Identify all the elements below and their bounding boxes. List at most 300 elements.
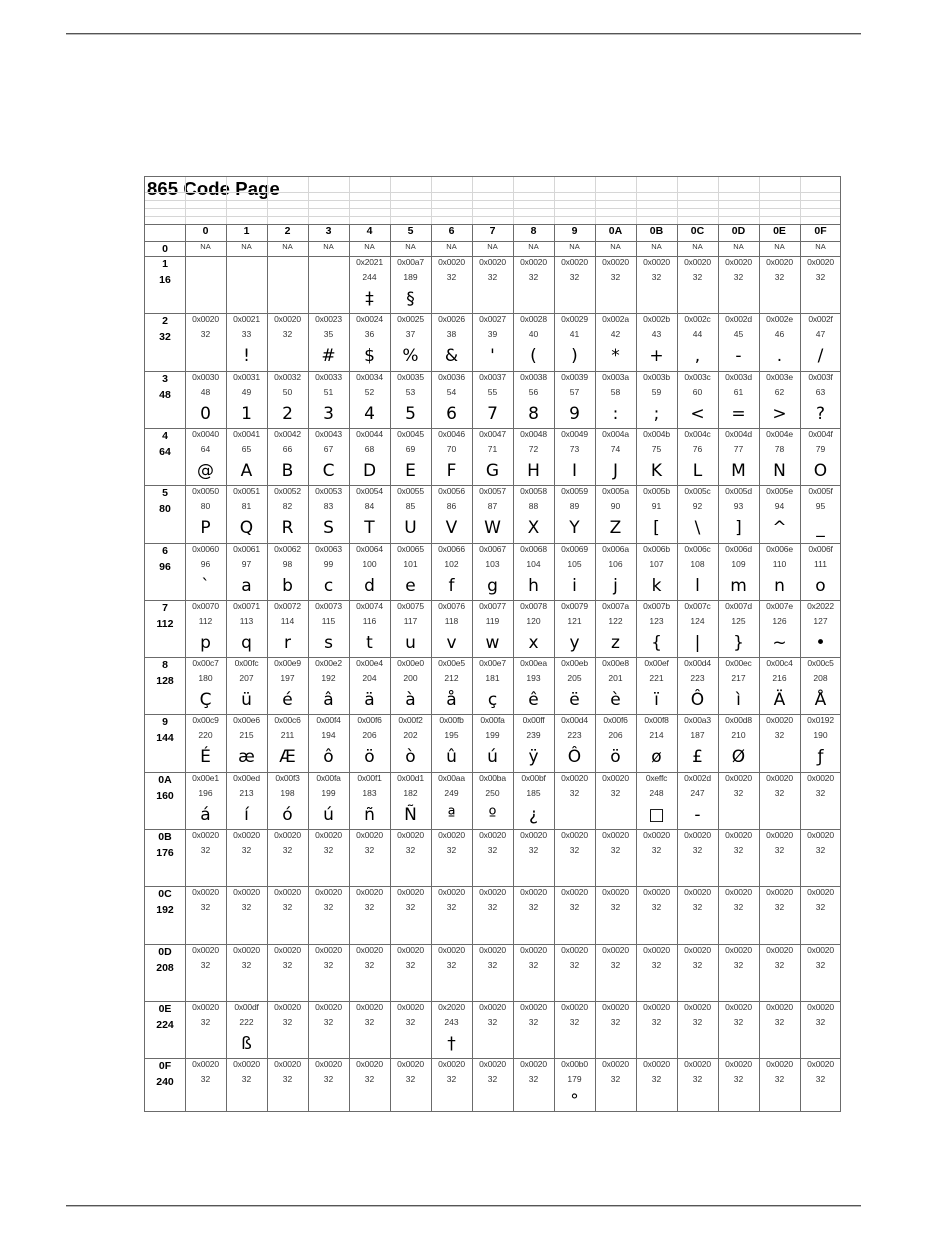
cell-hex-code: 0x0020	[438, 1059, 465, 1070]
cell-glyph: n	[774, 575, 785, 596]
footer-rule	[66, 1205, 861, 1207]
cell-decimal: 70	[446, 443, 457, 454]
cell-decimal: 98	[282, 558, 293, 569]
cell-decimal: 32	[282, 1016, 293, 1027]
cell-decimal: 198	[280, 787, 295, 798]
cell-decimal: 117	[403, 615, 418, 626]
cell-glyph: &	[444, 346, 459, 367]
cell-hex-code: 0x002f	[808, 314, 833, 325]
cell-hex-code: 0x0020	[192, 830, 219, 840]
cell-hex-code: 0x0027	[479, 314, 506, 325]
cell-hex-code: 0x0039	[561, 371, 588, 382]
cell-hex-code: 0x0020	[807, 830, 834, 840]
cell-hex-code: 0x0020	[356, 944, 383, 955]
cell-decimal: 32	[323, 845, 334, 855]
grid-line	[267, 177, 268, 224]
cell-hex-code: 0x0020	[766, 830, 793, 840]
row-header-decimal: 144	[156, 732, 174, 745]
cell-hex-code: 0x00fa	[316, 772, 341, 783]
cell-glyph: £	[692, 747, 703, 768]
cell-glyph: )	[571, 346, 578, 367]
cell-glyph: í	[244, 804, 249, 825]
cell-hex-code: 0x00b0	[561, 1059, 588, 1070]
cell-hex-code: 0x0020	[684, 944, 711, 955]
cell-hex-code: 0x0035	[397, 371, 424, 382]
column-header: 0C	[690, 225, 705, 237]
cell-decimal: 189	[403, 272, 418, 282]
cell-hex-code: 0x0020	[684, 1059, 711, 1070]
cell-glyph: 9	[569, 403, 580, 424]
cell-hex-code: 0x0020	[766, 715, 793, 726]
cell-hex-code: 0x00aa	[438, 772, 465, 783]
cell-hex-code: 0x00e6	[233, 715, 260, 726]
cell-decimal: 206	[362, 730, 377, 741]
cell-glyph: P	[200, 518, 211, 539]
cell-glyph: á	[200, 804, 211, 825]
cell-hex-code: 0x0020	[643, 944, 670, 955]
cell-glyph: j	[613, 575, 618, 596]
cell-glyph: å	[446, 690, 457, 711]
cell-decimal: 107	[649, 558, 664, 569]
cell-glyph: J	[612, 460, 618, 481]
cell-decimal: 32	[528, 1074, 539, 1085]
cell-decimal: 120	[526, 615, 541, 626]
cell-decimal: 32	[774, 959, 785, 970]
row-header-decimal: 192	[156, 904, 174, 917]
grid-line	[513, 177, 514, 224]
cell-hex-code: 0x004e	[766, 428, 793, 439]
cell-hex-code: 0x00e1	[192, 772, 219, 783]
grid-line	[308, 177, 309, 224]
cell-glyph: G	[485, 460, 500, 481]
column-header: 0	[202, 225, 209, 237]
cell-glyph: /	[817, 346, 824, 367]
cell-na: NA	[405, 242, 416, 251]
cell-decimal: 32	[774, 1074, 785, 1085]
row-header-decimal: 176	[156, 847, 174, 859]
cell-glyph: }	[733, 632, 744, 653]
cell-decimal: 32	[610, 902, 621, 913]
cell-hex-code: 0x0021	[233, 314, 260, 325]
cell-glyph: û	[446, 747, 457, 768]
cell-decimal: 32	[405, 1074, 416, 1085]
cell-decimal: 32	[282, 902, 293, 913]
cell-decimal: 112	[198, 615, 213, 626]
cell-decimal: 82	[282, 501, 293, 512]
cell-decimal: 32	[200, 959, 211, 970]
cell-decimal: 35	[323, 329, 334, 340]
cell-hex-code: 0x0020	[561, 830, 588, 840]
cell-decimal: 32	[651, 845, 662, 855]
cell-decimal: 86	[446, 501, 457, 512]
cell-decimal: 32	[446, 959, 457, 970]
cell-decimal: 239	[526, 730, 541, 741]
cell-hex-code: 0x00f6	[357, 715, 382, 726]
cell-hex-code: 0x00e4	[356, 658, 383, 669]
cell-decimal: 220	[198, 730, 213, 741]
cell-hex-code: 0x005f	[808, 486, 833, 497]
cell-glyph: k	[651, 575, 662, 596]
cell-decimal: 32	[733, 902, 744, 913]
cell-glyph: Ñ	[404, 804, 417, 825]
cell-decimal: 90	[610, 501, 621, 512]
cell-decimal: 187	[690, 730, 705, 741]
cell-hex-code: 0x0020	[356, 887, 383, 898]
grid-line	[226, 177, 227, 224]
cell-glyph: (	[530, 346, 537, 367]
cell-decimal: 182	[403, 787, 418, 798]
cell-glyph: @	[197, 460, 214, 481]
cell-hex-code: 0x0020	[725, 1001, 752, 1012]
cell-hex-code: 0x0042	[274, 428, 301, 439]
cell-glyph: â	[323, 690, 334, 711]
cell-hex-code: 0x0055	[397, 486, 424, 497]
cell-hex-code: 0x0048	[520, 428, 547, 439]
cell-glyph: ö	[610, 747, 621, 768]
cell-decimal: 39	[487, 329, 498, 340]
cell-decimal: 32	[774, 787, 785, 798]
cell-hex-code: 0x0041	[233, 428, 260, 439]
cell-hex-code: 0x004a	[602, 428, 629, 439]
cell-glyph: q	[241, 632, 252, 653]
cell-decimal: 32	[569, 902, 580, 913]
cell-hex-code: 0x0020	[643, 887, 670, 898]
cell-decimal: 32	[364, 959, 375, 970]
cell-hex-code: 0x0046	[438, 428, 465, 439]
cell-na: NA	[569, 242, 580, 251]
cell-hex-code: 0x00e5	[438, 658, 465, 669]
grid-line	[472, 177, 473, 224]
cell-glyph: •	[815, 632, 826, 653]
cell-na: NA	[733, 242, 744, 251]
cell-glyph: Ä	[773, 690, 786, 711]
cell-glyph: <	[690, 403, 705, 424]
cell-glyph: ü	[241, 690, 252, 711]
row-header: 0	[162, 243, 168, 255]
cell-glyph: #	[321, 346, 336, 367]
cell-decimal: 36	[364, 329, 375, 340]
cell-hex-code: 0x0069	[561, 543, 588, 554]
cell-glyph: \	[694, 518, 701, 539]
cell-decimal: 48	[200, 386, 211, 397]
cell-glyph: Z	[609, 518, 622, 539]
cell-glyph: H	[527, 460, 540, 481]
cell-glyph: ‡	[365, 289, 374, 309]
cell-decimal: 183	[362, 787, 377, 798]
grid-line	[677, 177, 678, 224]
cell-decimal: 32	[323, 1016, 334, 1027]
cell-na: NA	[446, 242, 457, 251]
cell-hex-code: 0x00a3	[684, 715, 711, 726]
cell-hex-code: 0x0044	[356, 428, 383, 439]
cell-decimal: 32	[610, 1016, 621, 1027]
cell-hex-code: 0x0045	[397, 428, 424, 439]
cell-decimal: 32	[692, 1074, 703, 1085]
cell-decimal: 88	[528, 501, 539, 512]
cell-hex-code: 0x005b	[643, 486, 670, 497]
cell-glyph: ö	[364, 747, 375, 768]
cell-glyph: ò	[405, 747, 416, 768]
cell-glyph: K	[650, 460, 663, 481]
cell-hex-code: 0x0024	[356, 314, 383, 325]
cell-decimal: 244	[362, 272, 377, 282]
cell-hex-code: 0x0020	[397, 944, 424, 955]
cell-hex-code: 0x00ba	[479, 772, 506, 783]
cell-glyph: {	[651, 632, 662, 653]
cell-hex-code: 0x00f1	[357, 772, 382, 783]
grid-line	[636, 177, 637, 224]
cell-hex-code: 0x0036	[438, 371, 465, 382]
cell-decimal: 62	[774, 386, 785, 397]
cell-hex-code: 0x0020	[192, 887, 219, 898]
cell-decimal: 32	[487, 1074, 498, 1085]
cell-glyph: Q	[239, 518, 254, 539]
cell-decimal: 89	[569, 501, 580, 512]
column-header: 5	[407, 225, 414, 237]
cell-decimal: 32	[323, 1074, 334, 1085]
cell-hex-code: 0x0020	[602, 830, 629, 840]
cell-decimal: 96	[200, 558, 211, 569]
cell-decimal: 221	[649, 673, 664, 684]
cell-glyph: N	[773, 460, 786, 481]
cell-decimal: 192	[321, 673, 336, 684]
cell-hex-code: 0x0020	[807, 1001, 834, 1012]
cell-decimal: 32	[241, 1074, 252, 1085]
cell-hex-code: 0x0020	[684, 830, 711, 840]
cell-hex-code: 0x0020	[561, 887, 588, 898]
cell-hex-code: 0x0050	[192, 486, 219, 497]
cell-glyph: ß	[241, 1033, 252, 1054]
cell-decimal: 80	[200, 501, 211, 512]
cell-decimal: 190	[813, 730, 828, 741]
cell-decimal: 67	[323, 443, 334, 454]
cell-decimal: 32	[774, 902, 785, 913]
cell-hex-code: 0x0051	[233, 486, 260, 497]
cell-glyph: |	[694, 632, 701, 653]
cell-hex-code: 0x002e	[766, 314, 793, 325]
cell-hex-code: 0x0025	[397, 314, 424, 325]
cell-hex-code: 0x0049	[561, 428, 588, 439]
cell-glyph: °	[570, 1091, 579, 1112]
cell-hex-code: 0x0020	[479, 887, 506, 898]
cell-hex-code: 0x0020	[520, 830, 547, 840]
cell-glyph: Ô	[567, 747, 582, 768]
cell-decimal: 32	[282, 959, 293, 970]
cell-hex-code: 0x006f	[808, 543, 833, 554]
cell-decimal: 122	[608, 615, 623, 626]
cell-hex-code: 0x00ed	[233, 772, 260, 783]
cell-decimal: 32	[364, 1074, 375, 1085]
cell-decimal: 32	[569, 845, 580, 855]
cell-decimal: 32	[733, 845, 744, 855]
cell-decimal: 32	[446, 1074, 457, 1085]
cell-hex-code: 0x00f2	[398, 715, 423, 726]
cell-decimal: 217	[731, 673, 746, 684]
cell-decimal: 216	[772, 673, 787, 684]
cell-hex-code: 0x00fa	[480, 715, 505, 726]
cell-hex-code: 0x0020	[807, 944, 834, 955]
cell-decimal: 32	[815, 902, 826, 913]
cell-hex-code: 0x2022	[807, 600, 834, 611]
cell-hex-code: 0x0076	[438, 600, 465, 611]
cell-glyph: ƒ	[817, 747, 824, 768]
cell-glyph: ê	[528, 690, 539, 711]
cell-hex-code: 0x0020	[561, 772, 588, 783]
cell-hex-code: 0x002c	[684, 314, 711, 325]
cell-decimal: 64	[200, 443, 211, 454]
cell-hex-code: 0x0077	[479, 600, 506, 611]
cell-decimal: 32	[528, 845, 539, 855]
cell-glyph: w	[485, 632, 500, 653]
cell-hex-code: 0x00ec	[725, 658, 752, 669]
cell-decimal: 91	[651, 501, 662, 512]
cell-hex-code: 0x0020	[356, 830, 383, 840]
cell-hex-code: 0x0020	[233, 1059, 260, 1070]
cell-hex-code: 0x0020	[520, 887, 547, 898]
row-header: 1	[162, 258, 168, 270]
cell-hex-code: 0x0020	[684, 1001, 711, 1012]
cell-hex-code: 0x0020	[725, 257, 752, 267]
cell-hex-code: 0x0020	[602, 887, 629, 898]
cell-na: NA	[774, 242, 785, 251]
cell-hex-code: 0x007e	[766, 600, 793, 611]
cell-hex-code: 0x0020	[561, 944, 588, 955]
cell-decimal: 32	[405, 1016, 416, 1027]
cell-decimal: 33	[241, 329, 252, 340]
cell-hex-code: 0x0020	[356, 1059, 383, 1070]
cell-glyph: b	[282, 575, 293, 596]
cell-hex-code: 0x0073	[315, 600, 342, 611]
cell-glyph: 3	[323, 403, 334, 424]
cell-decimal: 102	[444, 558, 459, 569]
cell-glyph: 7	[487, 403, 498, 424]
cell-hex-code: 0x0020	[520, 1001, 547, 1012]
cell-hex-code: 0x0026	[438, 314, 465, 325]
column-header: 6	[448, 225, 455, 237]
grid-line	[800, 177, 801, 224]
cell-hex-code: 0x005a	[602, 486, 629, 497]
cell-hex-code: 0x004c	[684, 428, 711, 439]
cell-glyph: ì	[736, 690, 741, 711]
cell-decimal: 181	[485, 673, 500, 684]
cell-hex-code: 0x0058	[520, 486, 547, 497]
cell-decimal: 32	[733, 787, 744, 798]
cell-decimal: 115	[321, 615, 336, 626]
cell-decimal: 32	[774, 730, 785, 741]
code-page-table	[144, 176, 841, 1112]
cell-hex-code: 0x007b	[643, 600, 670, 611]
cell-decimal: 68	[364, 443, 375, 454]
cell-hex-code: 0x0020	[397, 887, 424, 898]
cell-hex-code: 0x0020	[561, 257, 588, 267]
cell-hex-code: 0x0020	[766, 772, 793, 783]
cell-decimal: 250	[485, 787, 500, 798]
cell-hex-code: 0x00c4	[766, 658, 793, 669]
cell-hex-code: 0x00c7	[192, 658, 219, 669]
cell-glyph: 1	[241, 403, 252, 424]
cell-decimal: 85	[405, 501, 416, 512]
cell-decimal: 57	[569, 386, 580, 397]
cell-decimal: 79	[815, 443, 826, 454]
cell-decimal: 71	[487, 443, 498, 454]
cell-decimal: 65	[241, 443, 252, 454]
cell-hex-code: 0x0020	[725, 772, 752, 783]
column-header: 8	[530, 225, 537, 237]
cell-glyph: ú	[487, 747, 498, 768]
cell-hex-code: 0x00d4	[684, 658, 711, 669]
cell-glyph: ?	[815, 403, 826, 424]
row-header: 0D	[158, 945, 172, 958]
cell-hex-code: 0x0023	[315, 314, 342, 325]
cell-hex-code: 0x0020	[192, 1001, 219, 1012]
cell-decimal: 32	[487, 959, 498, 970]
row-header-decimal: 32	[159, 331, 171, 344]
cell-decimal: 76	[692, 443, 703, 454]
cell-decimal: 32	[446, 845, 457, 855]
cell-hex-code: 0x005c	[684, 486, 711, 497]
cell-glyph: ó	[282, 804, 293, 825]
cell-hex-code: 0x0020	[602, 1001, 629, 1012]
cell-hex-code: 0x0020	[684, 887, 711, 898]
cell-decimal: 37	[405, 329, 416, 340]
cell-decimal: 208	[813, 673, 828, 684]
cell-decimal: 32	[200, 902, 211, 913]
cell-decimal: 32	[446, 902, 457, 913]
cell-glyph: É	[200, 747, 211, 768]
grid-line	[718, 177, 719, 224]
cell-decimal: 113	[239, 615, 254, 626]
cell-hex-code: 0x0020	[807, 887, 834, 898]
cell-hex-code: 0x0028	[520, 314, 547, 325]
cell-glyph: ~	[772, 632, 787, 653]
cell-hex-code: 0x0032	[274, 371, 301, 382]
cell-decimal: 193	[526, 673, 541, 684]
cell-decimal: 126	[772, 615, 787, 626]
cell-hex-code: 0x003d	[725, 371, 752, 382]
cell-glyph: W	[484, 518, 501, 539]
cell-decimal: 32	[446, 272, 457, 282]
row-header: 6	[162, 544, 168, 557]
cell-glyph: é	[282, 690, 293, 711]
cell-hex-code: 0x0020	[438, 944, 465, 955]
cell-glyph: ä	[364, 690, 375, 711]
cell-decimal: 109	[731, 558, 746, 569]
cell-decimal: 32	[692, 959, 703, 970]
cell-decimal: 185	[526, 787, 541, 798]
column-header: 9	[571, 225, 578, 237]
cell-hex-code: 0x0020	[315, 1059, 342, 1070]
cell-hex-code: 0x00bf	[521, 772, 546, 783]
cell-na: NA	[528, 242, 539, 251]
cell-decimal: 75	[651, 443, 662, 454]
cell-glyph: %	[402, 346, 419, 367]
cell-hex-code: 0x0020	[356, 1001, 383, 1012]
cell-decimal: 111	[814, 558, 827, 569]
cell-hex-code: 0x0020	[479, 1001, 506, 1012]
cell-decimal: 81	[241, 501, 252, 512]
cell-decimal: 32	[815, 845, 826, 855]
cell-hex-code: 0x0020	[479, 830, 506, 840]
cell-hex-code: 0x004b	[643, 428, 670, 439]
cell-glyph: s	[324, 632, 333, 653]
cell-hex-code: 0x0020	[315, 1001, 342, 1012]
cell-decimal: 32	[569, 272, 580, 282]
cell-hex-code: 0x006d	[725, 543, 752, 554]
cell-decimal: 32	[651, 959, 662, 970]
cell-decimal: 40	[528, 329, 539, 340]
row-header-decimal: 80	[159, 503, 171, 516]
cell-decimal: 32	[364, 902, 375, 913]
